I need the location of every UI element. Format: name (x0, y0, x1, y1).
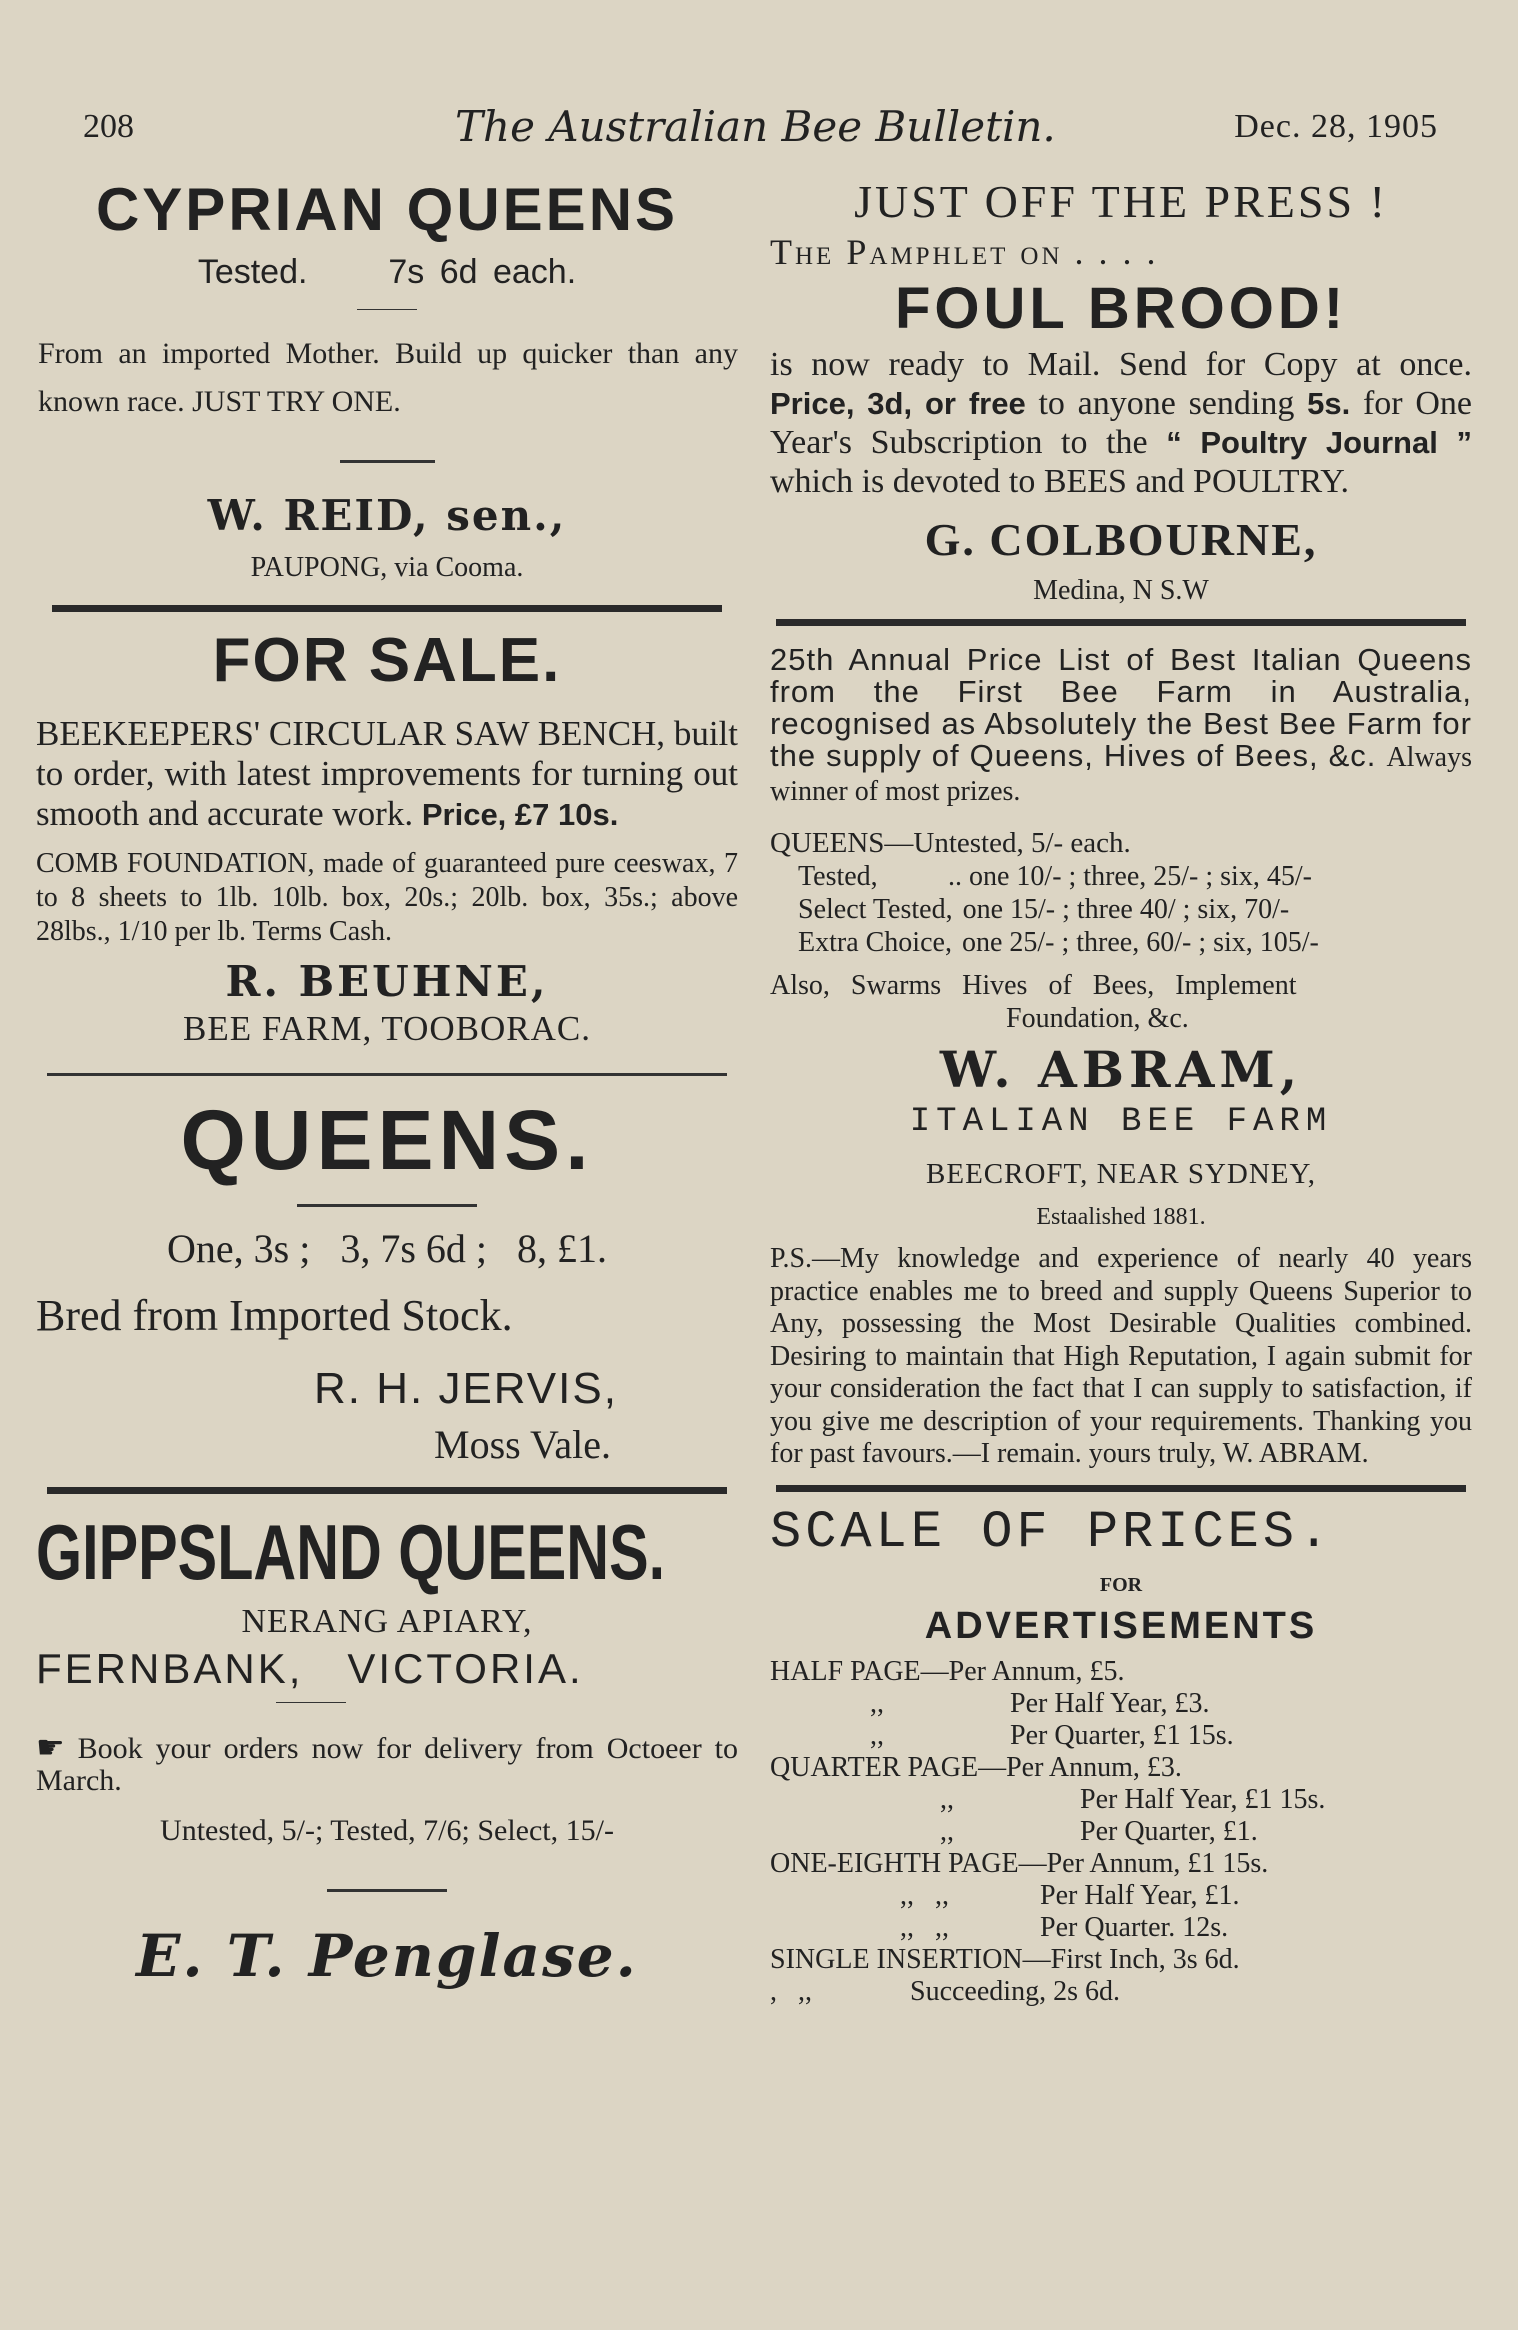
scale-line (770, 1816, 1472, 1848)
scale-line-text: Per Quarter, £1. (1080, 1815, 1258, 1847)
scale-line (770, 1848, 1472, 1880)
scale-line-text: Per Annum, £1 15s. (1046, 1847, 1269, 1879)
cyprian-queens-ad (36, 175, 738, 587)
section-rule (47, 1487, 727, 1494)
scale-line-lead: ,, (870, 1687, 884, 1719)
foul-brood-text-d: which is devoted to BEES and POULTRY. (770, 463, 1349, 500)
cyprian-address: PAUPONG, via Cooma. (250, 552, 524, 583)
comb-foundation-text: COMB FOUNDATION, made of guaranteed pure ceeswax, 7 to 8 sheets to 1lb. 10lb. box, 20s.; 20lb. box, 35s.; above 28lbs., 1/10 per lb. Terms Cash. (36, 848, 738, 947)
cyprian-price: 7s 6d each. (388, 253, 577, 291)
scale-line (770, 1784, 1472, 1816)
gippsland-divider-2 (327, 1889, 447, 1892)
saw-bench-price: Price, £7 10s. (421, 797, 619, 832)
cyprian-divider-2 (340, 460, 435, 463)
abram-price-row (798, 860, 1472, 893)
left-column (36, 175, 738, 1992)
cyprian-title: CYPRIAN QUEENS (95, 176, 679, 243)
abram-ad (770, 644, 1472, 1471)
scale-line-text: Per Half Year, £3. (1010, 1687, 1210, 1719)
abram-queens-line: QUEENS—Untested, 5/- each. (770, 827, 1131, 859)
scale-line (770, 1656, 1472, 1688)
press-title: JUST OFF THE PRESS ! (854, 176, 1388, 227)
abram-name: W. ABRAM, (939, 1040, 1303, 1099)
jervis-queens-ad (36, 1088, 738, 1471)
scale-line-text: Succeeding, 2s 6d. (910, 1975, 1120, 2007)
abram-established: Estaalished 1881. (1036, 1204, 1206, 1230)
abram-price-row (798, 926, 1472, 959)
scale-line-lead: QUARTER PAGE— (770, 1751, 1007, 1783)
section-rule (776, 619, 1466, 626)
section-rule (776, 1485, 1466, 1492)
for-sale-address: BEE FARM, TOOBORAC. (183, 1009, 591, 1048)
scale-line-text: Per Half Year, £1 15s. (1080, 1783, 1326, 1815)
foul-brood-ad (770, 175, 1472, 609)
cyprian-divider (357, 309, 417, 310)
gippsland-prices: Untested, 5/-; Tested, 7/6; Select, 15/- (160, 1814, 614, 1847)
gippsland-queens-ad (36, 1506, 738, 1992)
abram-address: BEECROFT, NEAR SYDNEY, (926, 1158, 1316, 1190)
foul-brood-heading: FOUL BROOD! (894, 276, 1348, 341)
scale-lines (770, 1656, 1472, 2008)
scale-line-text: First Inch, 3s 6d. (1050, 1943, 1240, 1975)
abram-intro (770, 644, 1472, 808)
right-column (770, 175, 1472, 2008)
jervis-bred: Bred from Imported Stock. (36, 1291, 513, 1340)
abram-price-values: one 15/- ; three 40/ ; six, 70/- (962, 894, 1290, 925)
jervis-prices: One, 3s ; 3, 7s 6d ; 8, £1. (167, 1226, 607, 1271)
section-rule (47, 1073, 727, 1076)
scale-of-prices-ad (770, 1502, 1472, 2008)
for-sale-name: R. BEUHNE, (225, 957, 549, 1006)
gippsland-place: FERNBANK, VICTORIA. (36, 1645, 584, 1692)
foul-brood-price: Price, 3d, or free (770, 386, 1026, 421)
scale-line-text: Per Quarter. 12s. (1040, 1911, 1229, 1943)
cyprian-tested-label: Tested. (197, 253, 308, 291)
abram-farm: ITALIAN BEE FARM (909, 1103, 1333, 1141)
pointing-hand-icon: ☛ (36, 1728, 65, 1766)
scale-line (770, 1880, 1472, 1912)
scale-line (770, 1688, 1472, 1720)
scale-line-lead: ,, (870, 1719, 884, 1751)
scale-title: SCALE OF PRICES. (770, 1502, 1334, 1562)
for-sale-text (36, 714, 738, 835)
scale-line-lead: , ,, (770, 1975, 812, 2007)
abram-price-label: Select Tested, (798, 894, 953, 925)
foul-brood-text (770, 345, 1472, 501)
cyprian-name: W. REID, sen., (207, 491, 567, 540)
abram-price-row (798, 893, 1472, 926)
scale-line (770, 1912, 1472, 1944)
gippsland-divider (276, 1702, 346, 1703)
running-header (0, 100, 1518, 150)
jervis-divider (297, 1204, 477, 1207)
abram-price-values: one 25/- ; three, 60/- ; six, 105/- (961, 927, 1319, 958)
abram-price-values: .. one 10/- ; three, 25/- ; six, 45/- (948, 861, 1312, 892)
saw-bench-text: BEEKEEPERS' CIRCULAR SAW BENCH, built to order, with latest improvements for turning out smooth and accurate work. (36, 714, 738, 833)
scale-line-lead: ,, (940, 1815, 954, 1847)
scale-line (770, 1976, 1472, 2008)
colbourne-place: Medina, N S.W (1033, 575, 1209, 606)
abram-ps: P.S.—My knowledge and experience of nearly 40 years practice enables me to breed and supply Queens Superior to Any, possessing the Most Desirable Qualities combined. Desiring to maintain that High Reputation, I again submit for your consideration the fact that I can supply to satisfaction, if you give me description of your requirements. Thanking you for past favours.—I remain. yours truly, W. ABRAM. (770, 1243, 1472, 1469)
foul-brood-text-c: for One Year's Subscription to the (770, 385, 1473, 461)
for-sale-title: FOR SALE. (212, 626, 562, 695)
abram-intro-text: 25th Annual Price List of Best Italian Queens from the First Bee Farm in Australia, recognised as Absolutely the Best Bee Farm for the supply of Queens, Hives of Bees, &c. (770, 642, 1472, 773)
foul-brood-text-a: is now ready to Mail. Send for Copy at once. (770, 346, 1472, 383)
scale-line (770, 1720, 1472, 1752)
gippsland-title: GIPPSLAND QUEENS. (36, 1508, 666, 1596)
scale-line-lead: ONE-EIGHTH PAGE— (770, 1847, 1047, 1879)
gippsland-apiary: NERANG APIARY, (241, 1603, 533, 1640)
scale-line (770, 1944, 1472, 1976)
journal-title: The Australian Bee Bulletin. (455, 102, 1056, 151)
jervis-name: R. H. JERVIS, (314, 1364, 618, 1413)
abram-price-label: Extra Choice, (798, 927, 952, 958)
scale-line-text: Per Annum, £3. (1006, 1751, 1182, 1783)
jervis-title: QUEENS. (180, 1093, 594, 1187)
issue-date: Dec. 28, 1905 (1234, 108, 1438, 145)
scale-for: FOR (1099, 1573, 1143, 1596)
scale-line-lead: SINGLE INSERTION— (770, 1943, 1051, 1975)
scale-subtitle: ADVERTISEMENTS (924, 1604, 1318, 1647)
cyprian-price-line (36, 249, 738, 295)
for-sale-ad (36, 622, 738, 1051)
pamphlet-subtitle: The Pamphlet on . . . . (770, 232, 1159, 272)
scale-line-lead: ,, (940, 1783, 954, 1815)
gippsland-book: Book your orders now for delivery from Octoeer to March. (36, 1732, 738, 1797)
jervis-place: Moss Vale. (434, 1422, 612, 1467)
abram-foundation: Foundation, &c. (1006, 1003, 1189, 1034)
foul-brood-amount: 5s. (1307, 386, 1351, 421)
scale-line-text: Per Quarter, £1 15s. (1010, 1719, 1234, 1751)
foul-brood-text-b: to anyone sending (1038, 385, 1295, 422)
scale-line-text: Per Annum, £5. (948, 1655, 1125, 1687)
colbourne-name: G. COLBOURNE, (924, 514, 1318, 565)
section-rule (52, 605, 722, 612)
abram-intro-tail: Always winner of most prizes. (770, 742, 1472, 807)
scale-line-lead: HALF PAGE— (770, 1655, 949, 1687)
gippsland-book-text (36, 1728, 738, 1797)
page-number: 208 (83, 108, 134, 145)
abram-price-table (770, 860, 1472, 959)
abram-price-label: Tested, (798, 861, 878, 892)
poultry-journal-name: “ Poultry Journal ” (1166, 425, 1472, 460)
scale-line-lead: ,, ,, (900, 1911, 949, 1943)
gippsland-name: E. T. Penglase. (136, 1922, 638, 1990)
abram-also: Also, Swarms Hives of Bees, Implement (770, 970, 1297, 1001)
scale-line-text: Per Half Year, £1. (1040, 1879, 1240, 1911)
scale-line (770, 1752, 1472, 1784)
scale-line-lead: ,, ,, (900, 1879, 949, 1911)
cyprian-description: From an imported Mother. Build up quicker than any known race. JUST TRY ONE. (38, 337, 738, 418)
